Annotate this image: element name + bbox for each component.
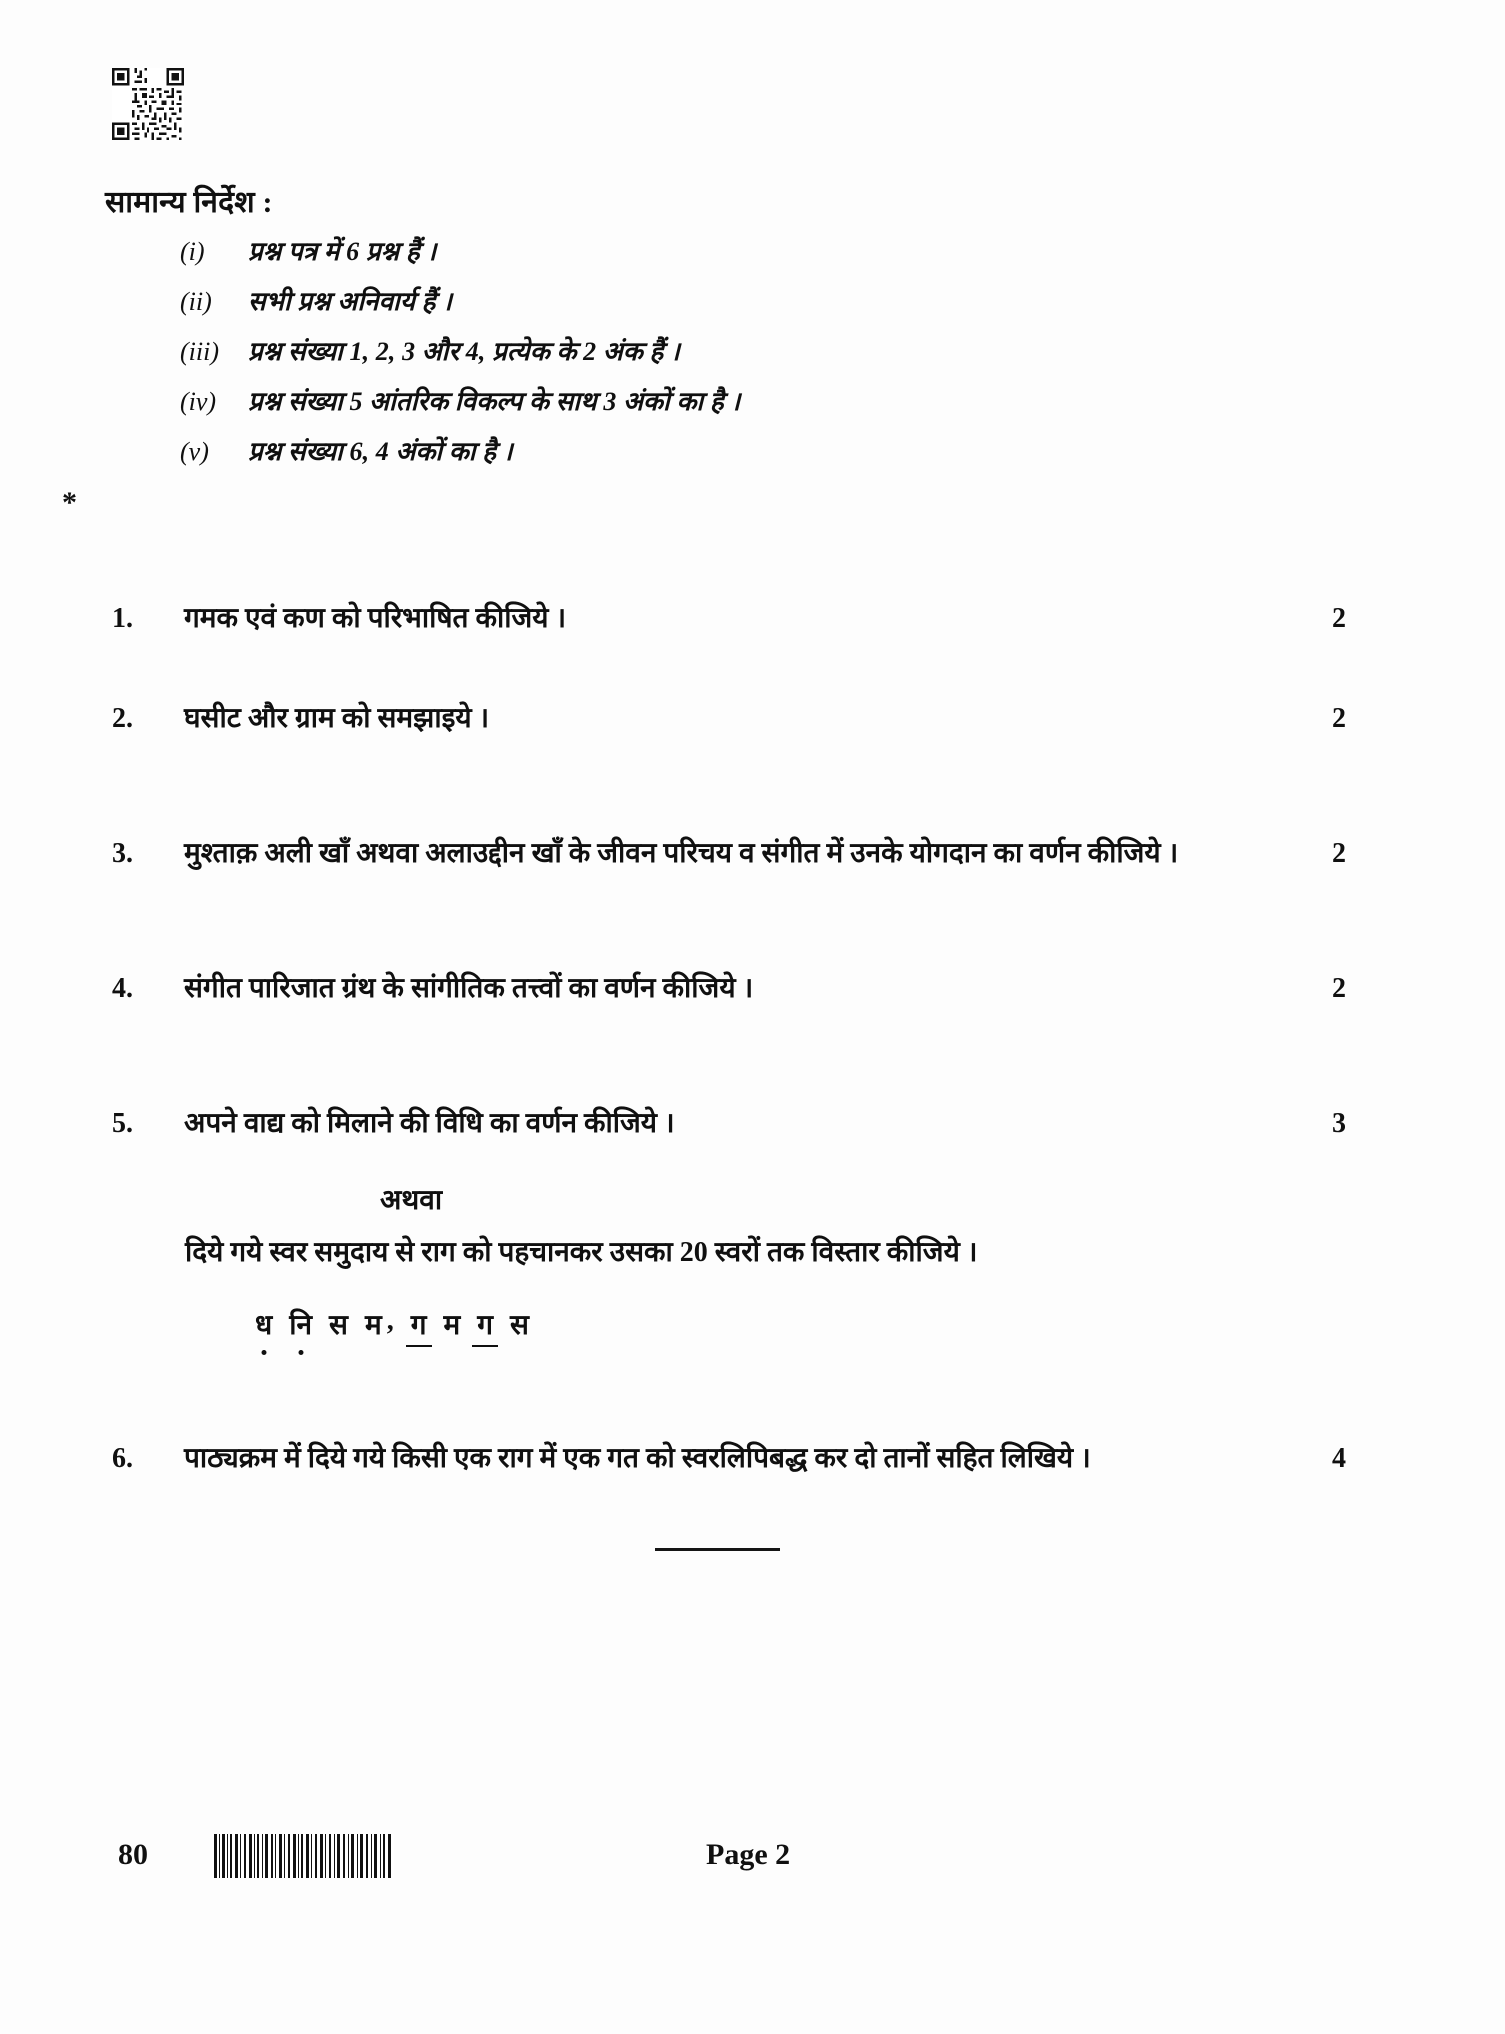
question-text: अपने वाद्य को मिलाने की विधि का वर्णन कीजिये ।: [184, 1108, 675, 1139]
question-item: [112, 970, 1392, 1008]
question-number: 4.: [112, 973, 133, 1004]
instruction-item: [180, 232, 1300, 268]
page-footer: [0, 1830, 1505, 1890]
page-number-label: Page 2: [706, 1838, 791, 1871]
question-number: 2.: [112, 703, 133, 734]
end-of-paper-rule: [655, 1548, 780, 1551]
instruction-marker: (iii): [180, 337, 219, 366]
question-item: [112, 1440, 1392, 1478]
qr-code-icon: [112, 68, 184, 140]
question-marks: 4: [1332, 1443, 1346, 1474]
question-marks: 2: [1332, 703, 1346, 734]
instruction-marker: (iv): [180, 387, 217, 416]
swara-note: म: [443, 1310, 461, 1341]
alternative-label: अथवा: [380, 1185, 443, 1216]
question-number: 6.: [112, 1443, 133, 1474]
instruction-marker: (i): [180, 237, 205, 266]
swara-separator: ,: [386, 1305, 394, 1336]
alternative-question-text: दिये गये स्वर समुदाय से राग को पहचानकर उसका 20 स्वरों तक विस्तार कीजिये ।: [185, 1237, 978, 1268]
instruction-item: [180, 382, 1300, 418]
swara-note: ध: [255, 1305, 272, 1357]
instruction-text: प्रश्न संख्या 5 आंतरिक विकल्प के साथ 3 अंकों का है ।: [248, 387, 741, 416]
question-item: [112, 1105, 1392, 1143]
general-instructions-heading: सामान्य निर्देश :: [105, 186, 273, 219]
question-marks: 3: [1332, 1108, 1346, 1139]
question-item: [112, 600, 1392, 638]
question-number: 1.: [112, 603, 133, 634]
instruction-marker: (v): [180, 437, 209, 466]
question-text: संगीत पारिजात ग्रंथ के सांगीतिक तत्त्वों का वर्णन कीजिये ।: [184, 973, 754, 1004]
paper-code: 80: [118, 1838, 148, 1871]
instruction-text: प्रश्न संख्या 1, 2, 3 और 4, प्रत्येक के 2 अंक हैं ।: [248, 337, 680, 366]
question-number: 5.: [112, 1108, 133, 1139]
instruction-item: [180, 332, 1300, 368]
swara-note: ग: [411, 1305, 427, 1357]
swara-note: म: [364, 1310, 382, 1341]
instruction-item: [180, 282, 1300, 318]
barcode-icon: [212, 1834, 394, 1878]
instruction-item: [180, 432, 1300, 468]
question-item: [112, 700, 1392, 738]
swara-notation: [255, 1305, 529, 1357]
question-marks: 2: [1332, 838, 1346, 869]
question-item: [112, 835, 1392, 873]
asterisk-mark: *: [62, 486, 77, 519]
question-text: मुश्ताक़ अली खाँ अथवा अलाउद्दीन खाँ के जीवन परिचय व संगीत में उनके योगदान का वर्णन कीजिये ।: [184, 838, 1179, 869]
swara-note: ग: [477, 1305, 493, 1357]
question-marks: 2: [1332, 603, 1346, 634]
swara-note: नि: [289, 1305, 312, 1357]
swara-note: स: [510, 1310, 529, 1341]
question-number: 3.: [112, 838, 133, 869]
swara-note: स: [329, 1310, 348, 1341]
question-marks: 2: [1332, 973, 1346, 1004]
question-text: गमक एवं कण को परिभाषित कीजिये ।: [184, 603, 567, 634]
general-instructions-list: [180, 232, 1300, 482]
question-text: पाठ्यक्रम में दिये गये किसी एक राग में एक गत को स्वरलिपिबद्ध कर दो तानों सहित लिखिये ।: [184, 1443, 1091, 1474]
instruction-marker: (ii): [180, 287, 212, 316]
instruction-text: प्रश्न संख्या 6, 4 अंकों का है ।: [248, 437, 513, 466]
question-text: घसीट और ग्राम को समझाइये ।: [184, 703, 490, 734]
instruction-text: सभी प्रश्न अनिवार्य हैं ।: [248, 287, 453, 316]
instruction-text: प्रश्न पत्र में 6 प्रश्न हैं ।: [248, 237, 437, 266]
